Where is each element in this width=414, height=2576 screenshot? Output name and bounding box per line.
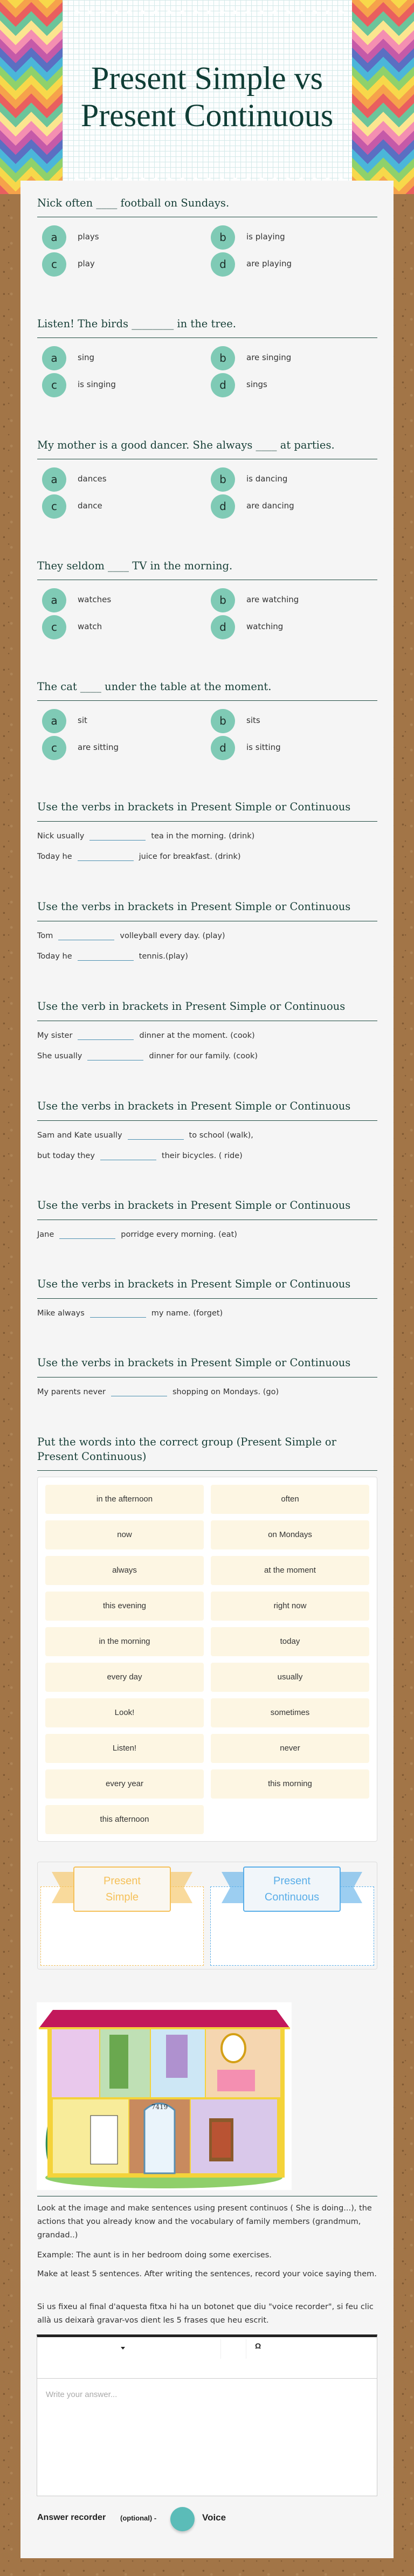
- sentence-end: juice for breakfast. (drink): [139, 852, 241, 861]
- sentence-end: to school (walk),: [189, 1131, 253, 1140]
- option-c-label[interactable]: is singing: [78, 380, 116, 390]
- word-tile[interactable]: always: [45, 1556, 204, 1585]
- fill-in-sentence: [37, 948, 188, 961]
- question-text: Nick often ____ football on Sundays.: [37, 197, 230, 209]
- voice-record-button[interactable]: [170, 2507, 195, 2531]
- sorting-heading-line2: Present Continuous): [37, 1450, 147, 1463]
- fill-in-sentence: [37, 849, 241, 861]
- answer-blank-input[interactable]: [59, 1227, 115, 1239]
- exercise-heading: Use the verbs in brackets in Present Simple or Continuous: [37, 801, 351, 813]
- special-character-button[interactable]: Ω: [255, 2341, 261, 2350]
- sentence-end: their bicycles. ( ride): [161, 1152, 243, 1160]
- fill-in-sentence: [37, 1148, 243, 1160]
- word-tile[interactable]: on Mondays: [211, 1520, 369, 1549]
- option-d-button[interactable]: d: [211, 615, 235, 639]
- option-b-label[interactable]: are watching: [246, 594, 299, 604]
- sentence-start: Sam and Kate usually: [37, 1131, 122, 1140]
- option-a-label[interactable]: sing: [78, 353, 95, 363]
- word-tile[interactable]: often: [211, 1485, 369, 1514]
- answer-blank-input[interactable]: [78, 1028, 134, 1040]
- option-d-label[interactable]: watching: [246, 621, 284, 631]
- sentence-end: shopping on Mondays. (go): [172, 1388, 279, 1396]
- sentence-start: My parents never: [37, 1388, 106, 1396]
- answer-placeholder: Write your answer...: [46, 2390, 118, 2399]
- fill-in-sentence: [37, 1305, 223, 1318]
- answer-blank-input[interactable]: [128, 1127, 184, 1140]
- fill-in-sentence: [37, 1028, 255, 1040]
- word-tile[interactable]: every year: [45, 1769, 204, 1799]
- word-tile[interactable]: Listen!: [45, 1734, 204, 1763]
- word-tile[interactable]: this morning: [211, 1769, 369, 1799]
- sentence-start: My sister: [37, 1031, 73, 1040]
- exercise-divider: [37, 1298, 377, 1299]
- answer-blank-input[interactable]: [78, 948, 134, 961]
- sentence-end: tennis.(play): [139, 952, 188, 961]
- option-c-button[interactable]: c: [42, 615, 66, 639]
- sentence-end: my name. (forget): [151, 1309, 223, 1318]
- sentence-start: Mike always: [37, 1309, 85, 1318]
- option-a-button[interactable]: a: [42, 225, 66, 250]
- option-c-button[interactable]: c: [42, 494, 66, 519]
- group-label-line2: Simple: [105, 1891, 139, 1903]
- binder-holes: [70, 9, 344, 16]
- exercise-divider: [37, 821, 377, 822]
- answer-blank-input[interactable]: [58, 928, 114, 940]
- sentence-end: tea in the morning. (drink): [151, 832, 255, 841]
- option-c-button[interactable]: c: [42, 373, 66, 397]
- question-text: Listen! The birds ________ in the tree.: [37, 318, 236, 330]
- option-d-button[interactable]: d: [211, 494, 235, 519]
- word-tile[interactable]: at the moment: [211, 1556, 369, 1585]
- question-text: The cat ____ under the table at the moment.: [37, 680, 272, 693]
- instructions-paragraph: Look at the image and make sentences using present continuos ( She is doing...), the actions that you already know and the vocabulary of family members (grandmum, grandad..): [37, 2204, 372, 2240]
- word-tile[interactable]: Look!: [45, 1698, 204, 1727]
- word-tile[interactable]: sometimes: [211, 1698, 369, 1727]
- option-a-button[interactable]: a: [42, 588, 66, 612]
- sentence-start: Today he: [37, 852, 72, 861]
- word-tile[interactable]: right now: [211, 1592, 369, 1621]
- option-d-label[interactable]: are dancing: [246, 500, 294, 511]
- exercise-heading: Use the verbs in brackets in Present Simple or Continuous: [37, 1278, 351, 1290]
- option-c-button[interactable]: c: [42, 252, 66, 277]
- option-b-label[interactable]: sits: [246, 715, 260, 726]
- option-a-button[interactable]: a: [42, 467, 66, 492]
- fill-in-sentence: [37, 1227, 237, 1239]
- recorder-optional: (optional) -: [120, 2514, 157, 2522]
- exercise-heading: Use the verbs in brackets in Present Simple or Continuous: [37, 1199, 351, 1211]
- sentence-start: Jane: [37, 1230, 54, 1239]
- answer-blank-input[interactable]: [111, 1384, 167, 1396]
- answer-blank-input[interactable]: [78, 849, 134, 861]
- house-number: 7419: [151, 2103, 168, 2111]
- option-c-label[interactable]: dance: [78, 500, 102, 511]
- option-a-label[interactable]: plays: [78, 232, 99, 242]
- group-label-line1: Present: [273, 1875, 310, 1887]
- word-tile[interactable]: never: [211, 1734, 369, 1763]
- sentence-end: volleyball every day. (play): [120, 932, 225, 940]
- sentence-start: Tom: [37, 932, 53, 940]
- exercise-heading: Use the verbs in brackets in Present Simple or Continuous: [37, 900, 351, 913]
- option-c-label[interactable]: are sitting: [78, 742, 119, 753]
- option-b-label[interactable]: is dancing: [246, 473, 288, 484]
- option-d-button[interactable]: d: [211, 373, 235, 397]
- catalan-instruction: Si us fixeu al final d'aquesta fitxa hi ha un botonet que diu "voice recorder", si feu clic allà us deixarà gravar-vos dient les 5 frases que heu escrit.: [37, 2303, 374, 2325]
- option-b-button[interactable]: b: [211, 709, 235, 733]
- exercise-heading: Use the verbs in brackets in Present Simple or Continuous: [37, 1100, 351, 1112]
- word-tile[interactable]: today: [211, 1627, 369, 1656]
- option-c-label[interactable]: watch: [78, 621, 102, 631]
- format-dropdown-caret-icon[interactable]: [121, 2347, 125, 2350]
- sentences-instruction: Make at least 5 sentences. After writing the sentences, record your voice saying them.: [37, 2270, 377, 2278]
- toolbar-separator: [220, 2339, 221, 2359]
- group-label-text: [104, 1873, 141, 1905]
- option-c-label[interactable]: play: [78, 259, 95, 268]
- word-tile[interactable]: now: [45, 1520, 204, 1549]
- option-d-label[interactable]: are playing: [246, 259, 292, 268]
- sentence-end: dinner at the moment. (cook): [139, 1031, 255, 1040]
- sentence-start: Today he: [37, 952, 72, 961]
- option-b-button[interactable]: b: [211, 467, 235, 492]
- option-c-button[interactable]: c: [42, 736, 66, 760]
- sentence-start: but today they: [37, 1152, 95, 1160]
- fill-in-sentence: [37, 828, 254, 841]
- voice-label[interactable]: Voice: [202, 2512, 226, 2523]
- option-b-button[interactable]: b: [211, 588, 235, 612]
- page-title-line2: Present Continuous: [80, 98, 334, 133]
- option-d-label[interactable]: is sitting: [246, 742, 281, 753]
- option-b-label[interactable]: are singing: [246, 353, 292, 363]
- sorting-heading-line1: Put the words into the correct group (Present Simple or: [37, 1436, 336, 1448]
- rich-text-editor: [37, 2334, 377, 2496]
- word-tile[interactable]: every day: [45, 1663, 204, 1692]
- group-label-present-simple: [73, 1866, 171, 1912]
- fill-in-sentence: [37, 1048, 258, 1060]
- word-tile[interactable]: this afternoon: [45, 1805, 204, 1834]
- sentence-start: She usually: [37, 1052, 82, 1060]
- option-a-button[interactable]: a: [42, 709, 66, 733]
- answer-blank-input[interactable]: [90, 1305, 146, 1318]
- recorder-label: Answer recorder: [37, 2513, 106, 2522]
- sorting-divider: [37, 1470, 377, 1471]
- option-b-button[interactable]: b: [211, 225, 235, 250]
- option-b-button[interactable]: b: [211, 346, 235, 370]
- house-illustration: [37, 2002, 292, 2190]
- option-a-button[interactable]: a: [42, 346, 66, 370]
- option-a-label[interactable]: sit: [78, 715, 87, 726]
- word-tile[interactable]: usually: [211, 1663, 369, 1692]
- option-d-label[interactable]: sings: [246, 380, 267, 390]
- exercise-heading: Use the verb in brackets in Present Simple or Continuous: [37, 1000, 346, 1013]
- question-text: My mother is a good dancer. She always ____ at parties.: [37, 438, 335, 451]
- page-title-line1: Present Simple vs: [91, 60, 323, 96]
- answer-blank-input[interactable]: [100, 1148, 156, 1160]
- word-tile[interactable]: in the afternoon: [45, 1485, 204, 1514]
- option-a-label[interactable]: dances: [78, 473, 107, 484]
- answer-blank-input[interactable]: [87, 1048, 143, 1060]
- answer-blank-input[interactable]: [89, 828, 146, 841]
- sentence-end: porridge every morning. (eat): [121, 1230, 237, 1239]
- option-d-button[interactable]: d: [211, 252, 235, 277]
- option-d-button[interactable]: d: [211, 736, 235, 760]
- option-a-label[interactable]: watches: [78, 594, 112, 604]
- sentence-end: dinner for our family. (cook): [149, 1052, 258, 1060]
- sentence-start: Nick usually: [37, 832, 85, 841]
- word-tile[interactable]: in the morning: [45, 1627, 204, 1656]
- header-banner: [0, 0, 414, 194]
- fill-in-sentence: [37, 928, 225, 940]
- question-divider: [37, 700, 377, 701]
- house-cutaway-image: [37, 2002, 292, 2190]
- group-label-line2: Continuous: [264, 1891, 320, 1903]
- question-text: They seldom ____ TV in the morning.: [37, 559, 233, 572]
- fill-in-sentence: [37, 1127, 253, 1140]
- group-label-text: [265, 1873, 319, 1905]
- exercise-heading: Use the verbs in brackets in Present Simple or Continuous: [37, 1356, 351, 1369]
- group-label-line1: Present: [104, 1875, 141, 1887]
- editor-toolbar: [37, 2337, 377, 2379]
- fill-in-sentence: [37, 1384, 279, 1396]
- exercise-divider: [37, 1120, 377, 1121]
- group-label-present-continuous: [243, 1866, 341, 1912]
- option-b-label[interactable]: is playing: [246, 232, 285, 242]
- word-tile[interactable]: this evening: [45, 1592, 204, 1621]
- example-paragraph: Example: The aunt is in her bedroom doing some exercises.: [37, 2251, 272, 2260]
